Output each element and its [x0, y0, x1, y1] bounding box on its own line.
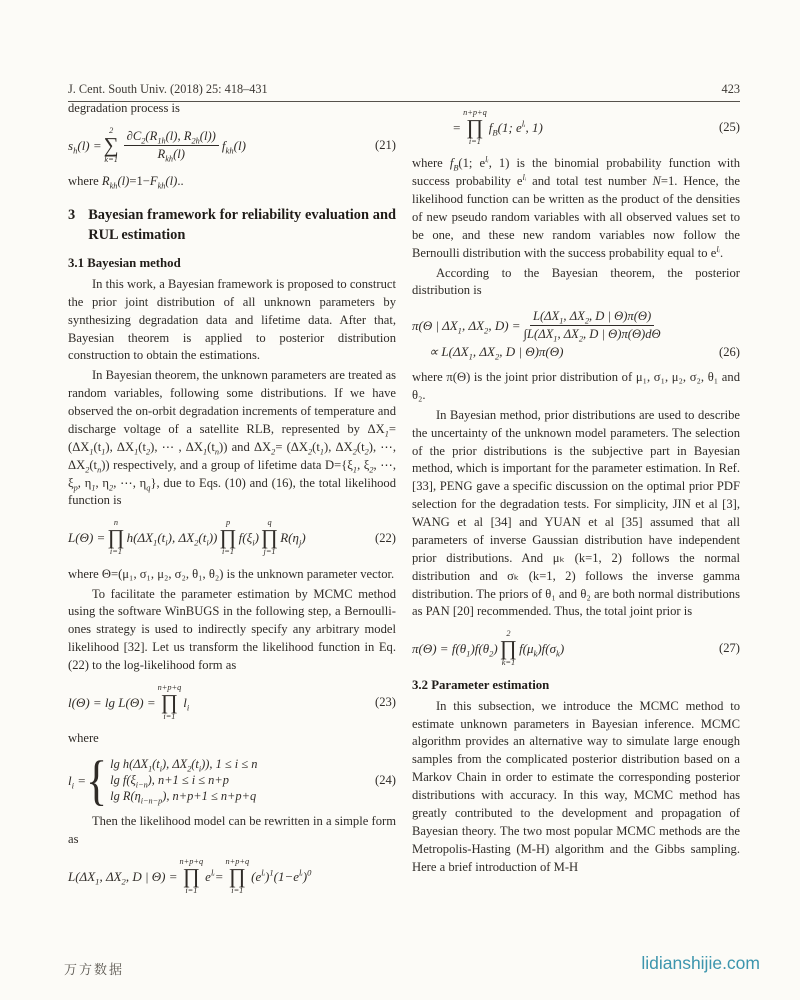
page-header	[68, 82, 740, 102]
equation-23: l(Θ) = lg L(Θ) = n+p+q ∏ i=1 $l_i$ (23)	[68, 682, 396, 721]
pi-symbol: ∏	[466, 114, 484, 139]
paragraph: Then the likelihood model can be rewritten in a simple form as	[68, 814, 396, 847]
eq21-lhs: $s_h(l)$ =	[68, 137, 102, 156]
equation-27: $\pi(\Theta) = f(\theta_1)f(\theta_2)$ 2 ∏ k=1 $f(\mu_k)f(\sigma_k)$ (27)	[412, 629, 740, 667]
sigma-symbol: ∑	[103, 132, 119, 157]
case-line: $\lg h(\Delta X_1(t_i)$, $\Delta X_2(t_i)$), 1 ≤ i ≤ n	[110, 757, 258, 774]
product-operator: n+p+q ∏ i=1	[179, 856, 204, 895]
paragraph: where $f_B(1$; $e^{lᵢ}$, 1) is the binomial probability function with success probability $e^{lᵢ}$ and total test number N=1. Hence, the likelihood function can be written as the product of the densities of new pseudo random variables with all observed values set to be one, and these new random variables now follow the Bernoulli distribution with the success probability equal to $e^{lᵢ}$.	[412, 155, 741, 260]
pi-symbol: ∏	[107, 525, 125, 550]
lead-line: degradation process is	[68, 101, 180, 115]
equation-21	[68, 127, 396, 164]
where-note-theta: where Θ=(μ₁, σ₁, μ₂, σ₂, θ₁, θ₂) is the unknown parameter vector.	[68, 566, 395, 581]
equation-number: (23)	[375, 695, 396, 710]
fraction: $\frac{\partial C_2(R_{1h}(l), R_{2h}(l))}{R_{kh}(l)}$	[124, 129, 219, 162]
equation-number: (26)	[719, 344, 740, 359]
product-operator: q ∏ j=1	[260, 518, 279, 556]
two-column-body	[68, 100, 740, 904]
left-column	[68, 100, 396, 904]
product-operator: n+p+q ∏ i=1	[463, 108, 487, 146]
section-title: Bayesian framework for reliability evaluation and RUL estimation	[88, 207, 396, 243]
section-number: 3	[68, 207, 76, 224]
paragraph: In this subsection, we introduce the MCMC method to estimate unknown parameters in Bayesian inference. MCMC algorithm provides an alternative way to simulate large enough samples from the complicated posterior distribution based on a Markov Chain in order to estimate the corresponding posterior distributions with accuracy. In this way, MCMC method has greatly contributed to the development and propagation of Bayesian theory. The two most popular MCMC methods are the Metropolis-Hasting (M-H) algorithm and the Gibbs sampling. Here a brief introduction of M-H	[412, 698, 740, 874]
equation-likelihood-simple: $L(\Delta X_1$, $\Delta X_2$, D | Θ) = n+p+q ∏ i=1 $e^{lᵢ}$ = n+p+q ∏ i=1 $(e^{lᵢ})^1(1-e^{lᵢ})^0$	[68, 856, 312, 895]
fraction: $\frac{L(\Delta X_1, \Delta X_2, D | \Theta)\pi(\Theta)}{\int L(\Delta X_1, \Delta X_2, D | \Theta)\pi(\Theta)d\Theta}$	[523, 309, 661, 344]
section-heading	[68, 206, 396, 245]
where-word: where	[68, 731, 99, 746]
product-operator: n+p+q ∏ i=1	[225, 856, 250, 895]
equation-number: (27)	[719, 641, 740, 656]
paragraph: To facilitate the parameter estimation by MCMC method using the software WinBUGS in the following step, a Bernoulli-ones strategy is used to indirectly specify any arbitrary model likelihood [32]. Let us transform the likelihood function in Eq. (22) to the log-likelihood form as	[68, 586, 396, 673]
watermark-wanfang: 万方数据	[64, 963, 125, 978]
equation-25: = n+p+q ∏ i=1 $f_B(1$; $e^{lᵢ}$, 1) (25)	[452, 108, 740, 146]
product-operator: n+p+q ∏ i=1	[157, 682, 182, 721]
eq21-tail: $f_{kh}(l)$	[221, 137, 246, 156]
paragraph: In this work, a Bayesian framework is proposed to construct the prior joint distribution of all unknown parameters by synthesizing degradation data and lifetime data. After that, Bayesian theorem is applied to posterior distribution construction to obtain the estimations.	[68, 276, 396, 363]
case-lines	[110, 757, 257, 804]
paragraph: In Bayesian method, prior distributions are used to describe the uncertainty of the unknown model parameters. The selection of the prior distributions is the subjective part in Bayesian method, which is important for the parameter estimation. In Ref. [33], PENG gave a specific discussion on the optimal prior PDF selection for the degradation tests. For simplicity, JIN et al [3], WANG et al [34] and YUAN et al [35] assumed that all parameters of inverse Gaussian distribution have independent prior distributions. And μₖ (k=1, 2) follows the normal distribution and σₖ (k=1, 2) follows the inverse gamma distribution. The priors of θ₁ and θ₂ are both normal distributions as PAN [20] recommended. Thus, the total joint prior is	[412, 407, 740, 619]
pi-symbol: ∏	[228, 863, 246, 888]
paragraph: In Bayesian theorem, the unknown parameters are treated as random variables, following some distributions. If we have observed the on-orbit degradation increments of temperature and discharge voltage of a satellite RLB, represented by $\Delta X_1=(\Delta X_1(t_1)$, $\Delta X_1(t_2)$, ⋯ , $\Delta X_1(t_n)$) and $\Delta X_2= (\Delta X_2(t_1)$, $\Delta X_2(t_2)$, ⋯, $\Delta X_2(t_n)$) respectively, and a group of lifetime data $D=\{\xi_1$, $\xi_2$, ⋯, $\xi_p$, $\eta_1$, $\eta_2$, ⋯, $\eta_q$}, due to Eqs. (10) and (16), the total likelihood function is	[68, 368, 397, 508]
where-note-21: where $R_{kh}(l)=1-F_{kh}(l)$..	[68, 174, 184, 191]
equation-24: $l_i$ = { $\lg h(\Delta X_1(t_i)$, $\Delta X_2(t_i)$), 1 ≤ i ≤ n $\lg f(\xi_{i-n})$, n+1 ≤ i ≤ n+p $\lg R(\eta_{i-n-p})$, n+p+1 ≤ n+p+q (24)	[68, 749, 396, 811]
equation-number: (22)	[375, 530, 396, 545]
pi-symbol: ∏	[260, 525, 279, 550]
equation-26-line2: ∝ $L(\Delta X_1$, $\Delta X_2$, D | Θ)π(Θ) (26)	[428, 344, 740, 362]
product-operator: p ∏ i=1	[219, 518, 237, 556]
pi-symbol: ∏	[499, 636, 518, 661]
equation-number: (21)	[375, 138, 396, 153]
page-number: 423	[721, 82, 740, 96]
where-note-26: where π(Θ) is the joint prior distribution of μ₁, σ₁, μ₂, σ₂, θ₁ and θ₂.	[412, 370, 740, 402]
journal-reference: J. Cent. South Univ. (2018) 25: 418–431	[68, 82, 268, 96]
equation-number: (25)	[719, 120, 740, 135]
pi-symbol: ∏	[182, 863, 200, 888]
product-operator: n ∏ i=1	[107, 518, 125, 556]
pi-symbol: ∏	[160, 689, 179, 714]
pi-symbol: ∏	[219, 525, 237, 550]
product-operator: 2 ∏ k=1	[499, 629, 518, 667]
equation-26-line1: π(Θ | $\Delta X_1$, $\Delta X_2$, D) = $\frac{L(\Delta X_1, \Delta X_2, D | \Theta)\pi(\Theta)}{\int L(\Delta X_1, \Delta X_2, D | \Theta)\pi(\Theta)d\Theta}$	[412, 309, 661, 344]
sum-operator: 2 ∑ k=1	[103, 125, 119, 164]
right-column	[412, 100, 740, 904]
case-line: $\lg R(\eta_{i-n-p})$, n+p+1 ≤ n+p+q	[110, 789, 257, 806]
case-brace: {	[86, 749, 108, 811]
equation-22: L(Θ) = n ∏ i=1 $h(\Delta X_1(t_i)$, $\Delta X_2(t_i)$) p ∏ i=1 $f(\xi_i)$ q ∏ j=1 $R(\eta_j)$ (22)	[68, 518, 396, 556]
case-line: $\lg f(\xi_{i-n})$, n+1 ≤ i ≤ n+p	[110, 773, 229, 790]
subsection-heading-31: 3.1 Bayesian method	[68, 255, 181, 270]
equation-number: (24)	[375, 773, 396, 788]
watermark-site-url: lidianshijie.com	[641, 953, 760, 973]
paragraph: According to the Bayesian theorem, the posterior distribution is	[412, 265, 740, 298]
subsection-heading-32: 3.2 Parameter estimation	[412, 677, 550, 692]
